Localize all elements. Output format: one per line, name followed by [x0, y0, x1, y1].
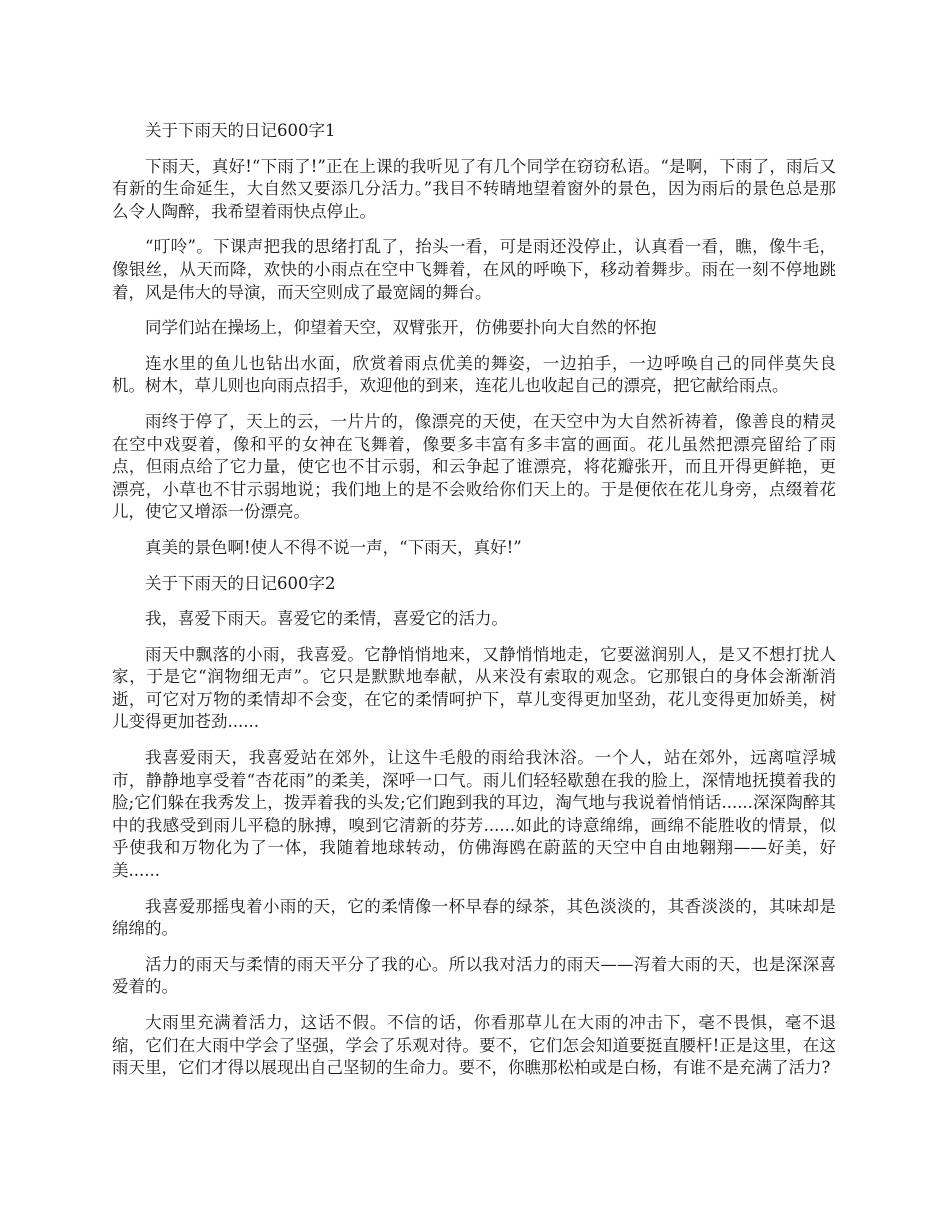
- paragraph: “叮呤”。下课声把我的思绪打乱了，抬头一看，可是雨还没停止，认真看一看，瞧，像牛毛，像银丝，从天而降，欢快的小雨点在空中飞舞着，在风的呼唤下，移动着舞步。雨在一刻不停地跳着，风是伟大的导演，而天空则成了最宽阔的舞台。: [112, 237, 836, 302]
- paragraph: 活力的雨天与柔情的雨天平分了我的心。所以我对活力的雨天——泻着大雨的天，也是深深喜爱着的。: [112, 954, 836, 997]
- paragraph: 下雨天，真好!“下雨了!”正在上课的我听见了有几个同学在窃窃私语。“是啊，下雨了，雨后又有新的生命延生，大自然又要添几分活力。”我目不转睛地望着窗外的景色，因为雨后的景色总是那么令人陶醉，我希望着雨快点停止。: [112, 156, 836, 221]
- paragraph: 大雨里充满着活力，这话不假。不信的话，你看那草儿在大雨的冲击下，毫不畏惧，毫不退缩，它们在大雨中学会了坚强，学会了乐观对待。要不，它们怎会知道要挺直腰杆!正是这里，在这雨天里，它们才得以展现出自己坚韧的生命力。要不，你瞧那松柏或是白杨，有谁不是充满了活力?: [112, 1013, 836, 1078]
- paragraph: 连水里的鱼儿也钻出水面，欣赏着雨点优美的舞姿，一边拍手，一边呼唤自己的同伴莫失良机。树木，草儿则也向雨点招手，欢迎他的到来，连花儿也收起自己的漂亮，把它献给雨点。: [112, 353, 836, 396]
- diary-title-2: 关于下雨天的日记600字2: [145, 573, 336, 593]
- document-page: [112, 120, 836, 1093]
- paragraph: 雨终于停了，天上的云，一片片的，像漂亮的天使，在天空中为大自然祈祷着，像善良的精灵在空中戏耍着，像和平的女神在飞舞着，像要多丰富有多丰富的画面。花儿虽然把漂亮留给了雨点，但雨点给了它力量，使它也不甘示弱，和云争起了谁漂亮，将花瓣张开，而且开得更鲜艳，更漂亮，小草也不甘示弱地说；我们地上的是不会败给你们天上的。于是便依在花儿身旁，点缀着花儿，使它又增添一份漂亮。: [112, 411, 836, 522]
- diary-title-1: 关于下雨天的日记600字1: [145, 121, 336, 140]
- paragraph: 我，喜爱下雨天。喜爱它的柔情，喜爱它的活力。: [145, 609, 508, 629]
- paragraph: 我喜爱雨天，我喜爱站在郊外，让这牛毛般的雨给我沐浴。一个人，站在郊外，远离喧浮城市，静静地享受着“杏花雨”的柔美，深呼一口气。雨儿们轻轻歇憩在我的脸上，深情地抚摸着我的脸;它们躲在我秀发上，拨弄着我的头发;它们跑到我的耳边，淘气地与我说着悄悄话......深深陶醉其中的我感受到雨儿平稳的脉搏，嗅到它清新的芬芳......如此的诗意绵绵，画绵不能胜收的情景，似乎使我和万物化为了一体，我随着地球转动，仿佛海鸥在蔚蓝的天空中自由地翱翔——好美，好美......: [112, 748, 836, 881]
- paragraph: 雨天中飘落的小雨，我喜爱。它静悄悄地来，又静悄悄地走，它要滋润别人，是又不想打扰人家，于是它“润物细无声”。它只是默默地奉献，从来没有索取的观念。它那银白的身体会渐渐消逝，可它对万物的柔情却不会变，在它的柔情呵护下，草儿变得更加坚劲，花儿变得更加娇美，树儿变得更加苍劲......: [112, 644, 836, 732]
- paragraph: 我喜爱那摇曳着小雨的天，它的柔情像一杯早春的绿茶，其色淡淡的，其香淡淡的，其味却是绵绵的。: [112, 896, 836, 939]
- paragraph: 同学们站在操场上，仰望着天空，双臂张开，仿佛要扑向大自然的怀抱: [145, 318, 657, 338]
- paragraph: 真美的景色啊!使人不得不说一声，“下雨天，真好!”: [145, 537, 522, 557]
